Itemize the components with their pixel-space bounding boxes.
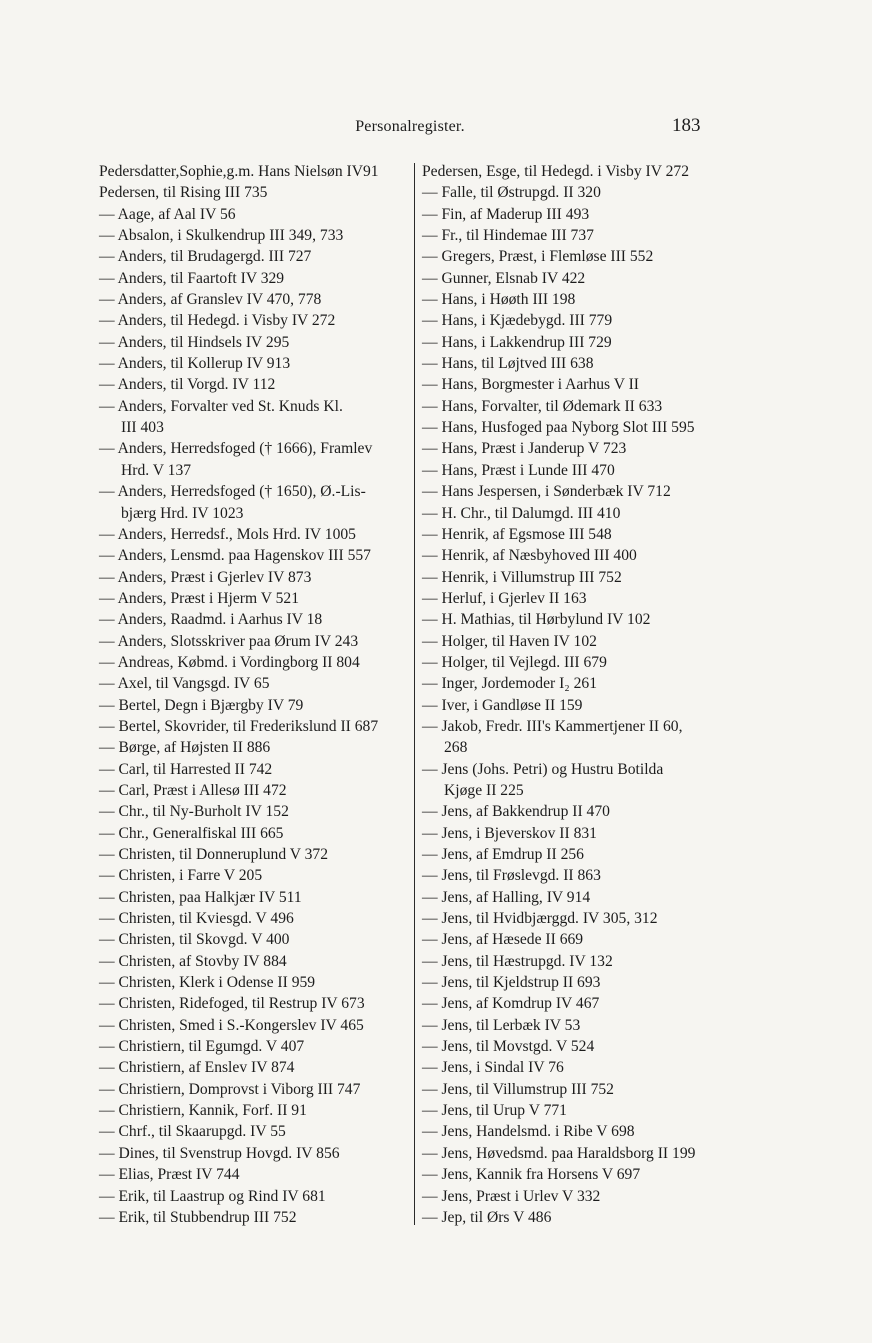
register-entry: — Dines, til Svenstrup Hovgd. IV 856 — [99, 1144, 340, 1162]
register-entry: — Henrik, i Villumstrup III 752 — [422, 568, 622, 586]
register-entry: — Jens, Kannik fra Horsens V 697 — [422, 1166, 641, 1184]
register-entry: — Christen, af Stovby IV 884 — [99, 952, 287, 970]
register-entry: — Hans, i Kjædebygd. III 779 — [422, 312, 613, 330]
page-header-title: Personalregister. — [355, 118, 465, 135]
register-entry: — Absalon, i Skulkendrup III 349, 733 — [99, 227, 344, 245]
register-entry: — Aage, af Aal IV 56 — [99, 205, 236, 223]
register-entry: — Jens (Johs. Petri) og Hustru Botilda — [422, 760, 664, 778]
register-entry: — Erik, til Stubbendrup III 752 — [99, 1208, 297, 1226]
register-entry: — Anders, af Granslev IV 470, 778 — [99, 291, 322, 309]
register-entry: — Anders, til Hedegd. i Visby IV 272 — [99, 312, 336, 330]
register-entry: — Christen, til Donneruplund V 372 — [99, 846, 328, 863]
register-entry: — Anders, Forvalter ved St. Knuds Kl. — [99, 397, 343, 415]
register-entry: — Anders, til Brudagergd. III 727 — [99, 248, 312, 266]
register-entry: Hrd. V 137 — [121, 461, 192, 479]
register-entry: — Jens, af Hæsede II 669 — [422, 931, 584, 949]
register-entry: — Falle, til Østrupgd. II 320 — [422, 184, 601, 202]
column-divider — [414, 163, 415, 1225]
register-entry: — Hans, Præst i Janderup V 723 — [422, 440, 627, 458]
register-entry: — Anders, Raadmd. i Aarhus IV 18 — [99, 611, 323, 629]
register-entry: Pedersen, Esge, til Hedegd. i Visby IV 272 — [422, 163, 690, 180]
register-entry: — Christiern, Domprovst i Viborg III 747 — [99, 1080, 361, 1098]
register-entry: bjærg Hrd. IV 1023 — [121, 504, 244, 522]
register-entry: — Christen, paa Halkjær IV 511 — [99, 888, 302, 906]
register-entry: — Erik, til Laastrup og Rind IV 681 — [99, 1187, 326, 1205]
register-entry: — Hans, Forvalter, til Ødemark II 633 — [422, 397, 663, 415]
register-entry: — Inger, Jordemoder I₂ 261 — [422, 675, 597, 693]
register-entry: — Anders, Præst i Gjerlev IV 873 — [99, 568, 312, 586]
register-entry: — Christen, Ridefoged, til Restrup IV 673 — [99, 995, 365, 1013]
register-entry: — Anders, Lensmd. paa Hagenskov III 557 — [99, 547, 371, 565]
register-entry: — Jens, af Bakkendrup II 470 — [422, 803, 610, 821]
register-entry: — H. Mathias, til Hørbylund IV 102 — [422, 611, 651, 629]
register-entry: — Bertel, Skovrider, til Frederikslund II 687 — [99, 717, 379, 735]
register-entry: — Jens, Handelsmd. i Ribe V 698 — [422, 1123, 635, 1141]
register-entry: — Chr., til Ny-Burholt IV 152 — [99, 803, 289, 821]
register-entry: — Hans Jespersen, i Sønderbæk IV 712 — [422, 483, 671, 501]
register-entry: — Jens, Præst i Urlev V 332 — [422, 1187, 601, 1205]
register-entry: — Christiern, af Enslev IV 874 — [99, 1059, 295, 1077]
register-entry: — Jens, Høvedsmd. paa Haraldsborg II 199 — [422, 1144, 696, 1162]
register-entry: — Herluf, i Gjerlev II 163 — [422, 589, 587, 607]
register-entry: — Jens, af Halling, IV 914 — [422, 888, 591, 906]
register-entry: — Anders, til Kollerup IV 913 — [99, 355, 291, 373]
register-entry: — Jens, til Movstgd. V 524 — [422, 1038, 595, 1056]
register-entry: — Iver, i Gandløse II 159 — [422, 696, 583, 714]
register-entry: — Chr., Generalfiskal III 665 — [99, 824, 284, 842]
register-entry: III 403 — [121, 419, 164, 437]
register-entry: — Fr., til Hindemae III 737 — [422, 227, 594, 245]
register-entry: — Gregers, Præst, i Flemløse III 552 — [422, 248, 654, 266]
register-entry: — Henrik, af Egsmose III 548 — [422, 525, 612, 543]
register-entry: — Jens, til Lerbæk IV 53 — [422, 1016, 581, 1034]
register-entry: — H. Chr., til Dalumgd. III 410 — [422, 504, 621, 522]
register-entry: — Bertel, Degn i Bjærgby IV 79 — [99, 696, 304, 714]
register-entry: — Hans, i Høøth III 198 — [422, 291, 576, 309]
register-entry: — Christiern, til Egumgd. V 407 — [99, 1038, 305, 1056]
register-entry: — Hans, Præst i Lunde III 470 — [422, 461, 615, 479]
register-entry: — Jens, af Emdrup II 256 — [422, 846, 584, 863]
left-column — [99, 161, 415, 1228]
register-entry: — Andreas, Købmd. i Vordingborg II 804 — [99, 653, 360, 671]
register-entry: — Christen, Klerk i Odense II 959 — [99, 974, 316, 992]
register-entry: — Jens, til Hvidbjærggd. IV 305, 312 — [422, 910, 658, 928]
register-entry: — Holger, til Haven IV 102 — [422, 632, 597, 650]
register-entry: — Christen, til Kviesgd. V 496 — [99, 910, 294, 928]
register-entry: — Anders, Slotsskriver paa Ørum IV 243 — [99, 632, 359, 650]
right-column — [422, 161, 742, 1228]
register-entry: — Elias, Præst IV 744 — [99, 1166, 240, 1184]
register-entry: — Hans, Husfoged paa Nyborg Slot III 595 — [422, 419, 695, 437]
register-entry: — Hans, til Løjtved III 638 — [422, 355, 594, 373]
register-entry: — Anders, Herredsfoged († 1650), Ø.-Lis- — [99, 483, 366, 501]
register-entry: — Chrf., til Skaarupgd. IV 55 — [99, 1123, 286, 1141]
register-entry: Pedersdatter,Sophie,g.m. Hans Nielsøn IV91 — [99, 163, 379, 180]
register-entry: — Jens, til Hæstrupgd. IV 132 — [422, 952, 613, 970]
register-entry: — Anders, til Faartoft IV 329 — [99, 269, 285, 287]
register-entry: — Anders, Herredsfoged († 1666), Framlev — [99, 440, 373, 458]
register-entry: — Carl, til Harrested II 742 — [99, 760, 273, 778]
register-entry: Pedersen, til Rising III 735 — [99, 184, 268, 202]
register-entry: — Jakob, Fredr. III's Kammertjener II 60, — [422, 717, 683, 735]
register-entry: — Jens, i Bjeverskov II 831 — [422, 824, 597, 842]
register-entry: — Gunner, Elsnab IV 422 — [422, 269, 586, 287]
register-entry: — Henrik, af Næsbyhoved III 400 — [422, 547, 637, 565]
register-entry: — Jens, af Komdrup IV 467 — [422, 995, 600, 1013]
register-entry: — Jens, til Urup V 771 — [422, 1102, 567, 1120]
register-entry: — Christiern, Kannik, Forf. II 91 — [99, 1102, 307, 1120]
register-entry: — Fin, af Maderup III 493 — [422, 205, 590, 223]
register-entry: — Anders, til Vorgd. IV 112 — [99, 376, 276, 394]
register-entry: — Anders, Herredsf., Mols Hrd. IV 1005 — [99, 525, 356, 543]
register-entry: — Jep, til Ørs V 486 — [422, 1208, 552, 1226]
register-entry: — Holger, til Vejlegd. III 679 — [422, 653, 607, 671]
register-entry: — Christen, til Skovgd. V 400 — [99, 931, 290, 949]
register-entry: — Axel, til Vangsgd. IV 65 — [99, 675, 270, 693]
page-number: 183 — [672, 115, 701, 136]
register-entry: — Jens, til Villumstrup III 752 — [422, 1080, 614, 1098]
register-entry: — Børge, af Højsten II 886 — [99, 739, 271, 757]
register-entry: — Jens, i Sindal IV 76 — [422, 1059, 564, 1077]
register-entry: — Hans, i Lakkendrup III 729 — [422, 333, 612, 351]
register-entry: 268 — [444, 739, 468, 757]
register-entry: — Jens, til Frøslevgd. II 863 — [422, 867, 601, 885]
register-entry: — Jens, til Kjeldstrup II 693 — [422, 974, 601, 992]
register-entry: — Hans, Borgmester i Aarhus V II — [422, 376, 639, 394]
register-entry: — Carl, Præst i Allesø III 472 — [99, 781, 287, 799]
register-entry: — Anders, Præst i Hjerm V 521 — [99, 589, 299, 607]
register-entry: — Anders, til Hindsels IV 295 — [99, 333, 290, 351]
register-entry: Kjøge II 225 — [444, 781, 524, 799]
register-entry: — Christen, i Farre V 205 — [99, 867, 263, 885]
register-entry: — Christen, Smed i S.-Kongerslev IV 465 — [99, 1016, 364, 1034]
